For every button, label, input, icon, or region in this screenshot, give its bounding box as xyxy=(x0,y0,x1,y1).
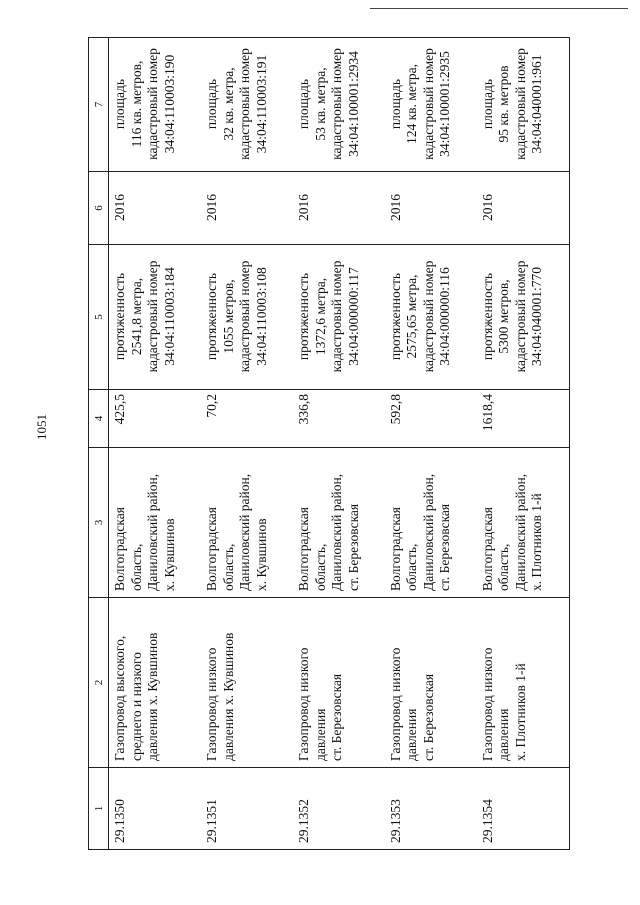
text-line: Даниловский район, xyxy=(329,473,345,591)
object-characteristics xyxy=(201,245,293,390)
text-line: область, xyxy=(220,543,236,591)
object-location xyxy=(477,448,570,598)
text-line: 95 кв. метров xyxy=(496,65,512,143)
text-line: Даниловский район, xyxy=(237,473,253,591)
text-line: область, xyxy=(404,543,420,591)
text-line: область, xyxy=(312,543,328,591)
text-line: 1055 метров, xyxy=(220,279,236,354)
text-line: Газопровод низкого xyxy=(296,647,312,761)
text-line: Газопровод низкого xyxy=(387,647,403,761)
text-line: 53 кв. метра, xyxy=(312,67,328,141)
text-line: площадь xyxy=(479,78,495,130)
object-year: 2016 xyxy=(385,172,477,245)
text-line: Даниловский район, xyxy=(420,473,436,591)
text-line: Волгоградская xyxy=(479,507,495,591)
land-plot xyxy=(201,38,293,172)
text-line: давления х. Кувшинов xyxy=(145,632,160,761)
row-number: 29.1352 xyxy=(293,768,385,850)
text-line: 2541,8 метра, xyxy=(128,277,144,356)
text-line: х. Плотников 1-й xyxy=(529,493,545,591)
object-name xyxy=(201,598,293,768)
header-col-2: 2 xyxy=(89,598,109,768)
text-line: площадь xyxy=(387,78,403,130)
text-line: х. Кувшинов xyxy=(253,518,269,591)
object-length: 336,8 xyxy=(293,390,385,448)
text-line: кадастровый номер xyxy=(512,260,528,373)
text-line: Даниловский район, xyxy=(145,473,160,591)
text-line: Газопровод низкого xyxy=(204,647,220,761)
text-line: протяженность xyxy=(387,272,403,361)
text-line: давления xyxy=(312,708,328,761)
text-line: кадастровый номер xyxy=(329,260,345,373)
table-row xyxy=(477,38,570,850)
text-line: 32 кв. метра, xyxy=(220,67,236,141)
text-line: ст. Березовская xyxy=(437,503,453,591)
land-plot xyxy=(109,38,202,172)
header-col-4: 4 xyxy=(89,390,109,448)
text-line: 34:04:100001:2934 xyxy=(345,51,361,157)
table-row xyxy=(293,38,385,850)
text-line: протяженность xyxy=(204,272,220,361)
table-row xyxy=(385,38,477,850)
object-name xyxy=(109,598,202,768)
text-line: ст. Березовская xyxy=(345,503,361,591)
land-plot xyxy=(293,38,385,172)
text-line: протяженность xyxy=(112,272,127,361)
object-characteristics xyxy=(109,245,202,390)
rotated-table-wrapper xyxy=(88,38,570,850)
text-line: 124 кв. метра, xyxy=(404,63,420,145)
text-line: 34:04:110003:190 xyxy=(161,54,177,154)
text-line: кадастровый номер xyxy=(237,48,253,160)
row-number: 29.1354 xyxy=(477,768,570,850)
text-line: протяженность xyxy=(296,272,312,361)
object-name xyxy=(477,598,570,768)
gas-pipeline-table xyxy=(88,37,570,850)
header-col-3: 3 xyxy=(89,448,109,598)
object-length: 425,5 xyxy=(109,390,202,448)
text-line: 34:04:100001:2935 xyxy=(437,51,453,157)
text-line: Даниловский район, xyxy=(512,473,528,591)
text-line: площадь xyxy=(112,78,127,130)
text-line: ст. Березовская xyxy=(329,673,345,761)
text-line: среднего и низкого xyxy=(128,652,144,761)
top-rule xyxy=(370,8,628,9)
text-line: х. Кувшинов xyxy=(161,518,177,591)
text-line: Газопровод низкого xyxy=(479,647,495,761)
header-col-5: 5 xyxy=(89,245,109,390)
object-length: 1618,4 xyxy=(477,390,570,448)
text-line: 34:04:110003:184 xyxy=(161,267,177,366)
text-line: 1372,6 метра, xyxy=(312,277,328,356)
header-row xyxy=(89,38,109,850)
object-name xyxy=(385,598,477,768)
object-length: 70,2 xyxy=(201,390,293,448)
page-number: 1051 xyxy=(34,414,49,440)
text-line: 2575,65 метра, xyxy=(404,274,420,359)
text-line: кадастровый номер xyxy=(420,260,436,373)
text-line: 34:04:000000:116 xyxy=(437,267,453,366)
row-number: 29.1353 xyxy=(385,768,477,850)
text-line: 34:04:110003:108 xyxy=(253,267,269,366)
text-line: кадастровый номер xyxy=(512,48,528,160)
object-location xyxy=(385,448,477,598)
text-line: 116 кв. метров, xyxy=(128,60,144,148)
text-line: Газопровод высокого, xyxy=(112,635,127,761)
text-line: давления х. Кувшинов xyxy=(220,632,236,761)
text-line: кадастровый номер xyxy=(420,48,436,160)
text-line: 34:04:040001:770 xyxy=(529,267,545,367)
text-line: давления xyxy=(496,708,512,761)
object-location xyxy=(201,448,293,598)
text-line: область, xyxy=(128,543,144,591)
object-year: 2016 xyxy=(201,172,293,245)
object-characteristics xyxy=(477,245,570,390)
land-plot xyxy=(477,38,570,172)
object-year: 2016 xyxy=(293,172,385,245)
text-line: х. Плотников 1-й xyxy=(512,663,528,761)
object-name xyxy=(293,598,385,768)
object-year: 2016 xyxy=(109,172,202,245)
header-col-7: 7 xyxy=(89,38,109,172)
table-row xyxy=(201,38,293,850)
text-line: давления xyxy=(404,708,420,761)
text-line: кадастровый номер xyxy=(145,48,160,160)
text-line: ст. Березовская xyxy=(420,673,436,761)
text-line: площадь xyxy=(296,78,312,130)
text-line: кадастровый номер xyxy=(329,48,345,160)
text-line: 34:04:000000:117 xyxy=(345,267,361,366)
object-location xyxy=(109,448,202,598)
header-col-6: 6 xyxy=(89,172,109,245)
text-line: Волгоградская xyxy=(296,507,312,591)
text-line: 34:04:110003:191 xyxy=(253,54,269,154)
row-number: 29.1350 xyxy=(109,768,202,850)
object-year: 2016 xyxy=(477,172,570,245)
land-plot xyxy=(385,38,477,172)
text-line: Волгоградская xyxy=(112,507,127,591)
text-line: Волгоградская xyxy=(204,507,220,591)
text-line: 5300 метров, xyxy=(496,279,512,354)
table-row xyxy=(109,38,202,850)
object-characteristics xyxy=(293,245,385,390)
header-col-1: 1 xyxy=(89,768,109,850)
text-line: протяженность xyxy=(479,272,495,361)
text-line: площадь xyxy=(204,78,220,130)
object-location xyxy=(293,448,385,598)
text-line: кадастровый номер xyxy=(237,260,253,373)
row-number: 29.1351 xyxy=(201,768,293,850)
text-line: Волгоградская xyxy=(387,507,403,591)
text-line: область, xyxy=(496,543,512,591)
text-line: 34:04:040001:961 xyxy=(529,54,545,154)
object-characteristics xyxy=(385,245,477,390)
object-length: 592,8 xyxy=(385,390,477,448)
text-line: кадастровый номер xyxy=(145,260,160,373)
